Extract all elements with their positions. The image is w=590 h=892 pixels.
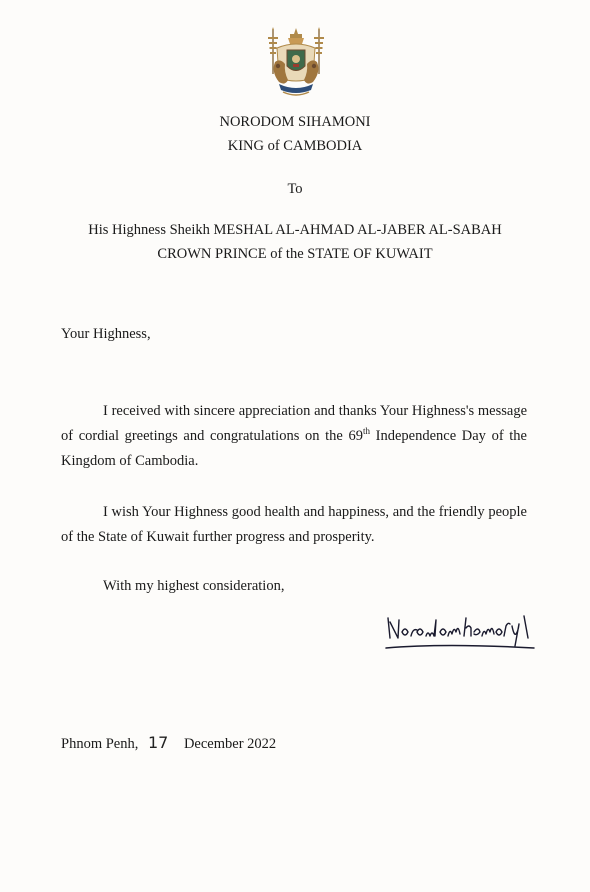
month-year-text: December 2022 bbox=[183, 736, 277, 752]
recipient-name: His Highness Sheikh MESHAL AL-AHMAD AL-JABER AL-SABAH bbox=[88, 222, 502, 238]
recipient-title: CROWN PRINCE of the STATE OF KUWAIT bbox=[157, 246, 433, 262]
salutation: Your Highness, bbox=[61, 326, 151, 342]
sender-name: NORODOM SIHAMONI bbox=[219, 114, 371, 130]
ordinal-suffix: th bbox=[362, 426, 370, 437]
sender-title: KING of CAMBODIA bbox=[227, 138, 363, 154]
place-text: Phnom Penh, bbox=[61, 736, 139, 752]
body-paragraph-1 bbox=[61, 399, 527, 474]
body-paragraph-2: I wish Your Highness good health and happiness, and the friendly people of the State of Kuwait further progress and prosperity. bbox=[61, 504, 527, 545]
closing-line: With my highest consideration, bbox=[103, 578, 285, 594]
to-label: To bbox=[287, 181, 303, 197]
place-and-date bbox=[61, 733, 276, 753]
paragraph-1-text-end: Independence Day of the Kingdom of Cambodia. bbox=[61, 428, 527, 469]
royal-arms-of-cambodia-icon bbox=[263, 26, 329, 102]
handwritten-day: 17 bbox=[147, 733, 169, 752]
handwritten-signature bbox=[384, 612, 554, 656]
paragraph-1-text: I received with sincere appreciation and thanks Your Highness's message of cordial greetings and congratulations on the 69 bbox=[61, 403, 527, 444]
